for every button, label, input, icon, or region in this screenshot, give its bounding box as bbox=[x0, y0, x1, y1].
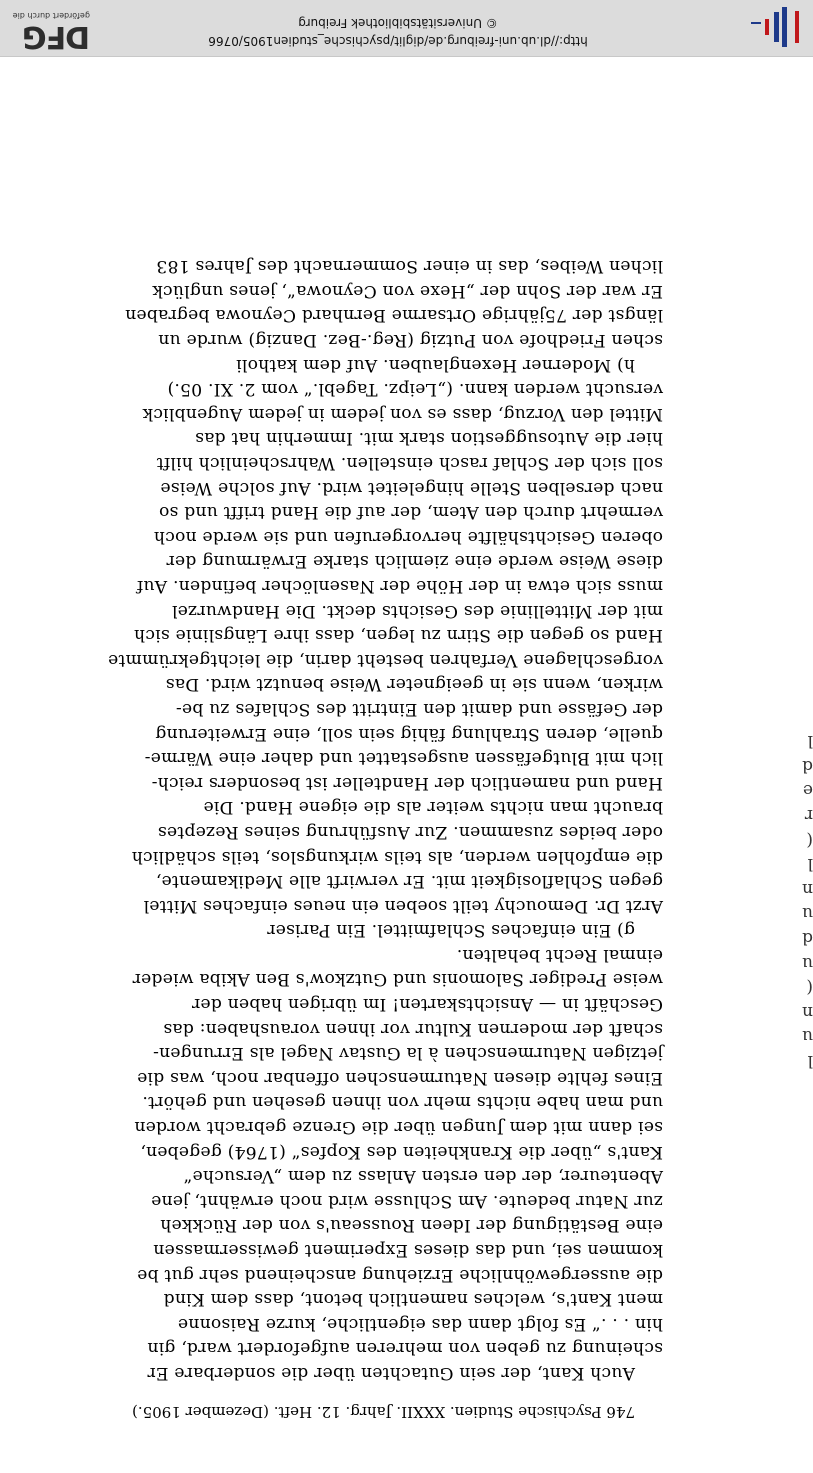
text-line: oder beides zusammen. Zur Ausführung seines Rezeptes bbox=[157, 821, 663, 842]
text-line: eine Bestätigung der Ideen Rousseau's von der Rückkeh bbox=[160, 1215, 663, 1236]
footer-url[interactable]: http://dl.ub.uni-freiburg.de/diglit/psychische_studien1905/0766 bbox=[208, 34, 588, 48]
footer-copyright: © Universitätsbibliothek Freiburg bbox=[298, 16, 498, 30]
text-line: jetzigen Naturmenschen à la Gustav Nagel als Errungen- bbox=[152, 1043, 663, 1064]
text-line: soll sich der Schlaf rasch einstellen. Wahrscheinlich hilft bbox=[156, 453, 663, 474]
text-line: mit der Mittellinie des Gesichts deckt. Die Handwurzel bbox=[171, 600, 663, 621]
text-line: Abenteurer, der den ersten Anlass zu dem „Versuche“ bbox=[183, 1166, 663, 1187]
margin-fragment: ( bbox=[806, 977, 813, 998]
text-line: Eines fehlte diesen Naturmenschen offenbar noch, was die bbox=[136, 1067, 663, 1088]
text-line: scheinung zu geben von mehreren aufgefordert ward, gin bbox=[147, 1338, 663, 1359]
text-line: Mittel den Vorzug, dass es von jedem in jedem Augenblick bbox=[142, 403, 663, 424]
text-line: Hand und namentlich der Handteller ist besonders reich- bbox=[151, 772, 663, 793]
dfg-tagline: gefördert durch die bbox=[12, 11, 90, 20]
adjacent-page-fragment bbox=[799, 729, 813, 1073]
margin-fragment: e bbox=[802, 780, 813, 801]
margin-fragment: u bbox=[802, 903, 813, 924]
margin-fragment: l bbox=[807, 1051, 813, 1071]
text-line: gegen Schlaflosigkeit mit. Er verwirft alle Medikamente, bbox=[155, 871, 663, 892]
text-line: ment Kant's, welches namentlich betont, dass dem Kind bbox=[163, 1289, 663, 1310]
book-page bbox=[0, 254, 663, 1423]
text-line: nach derselben Stelle hingeleitet wird. Auf solche Weise bbox=[160, 477, 663, 498]
text-line: schaft der modernen Kultur vor ihnen voraushaben: das bbox=[163, 1018, 663, 1039]
text-line: quelle, deren Strahlung fähig sein soll, eine Erweiterung bbox=[155, 723, 663, 744]
margin-fragment: u bbox=[802, 1026, 813, 1047]
text-line: g) Ein einfaches Schlafmittel. Ein Pariser bbox=[267, 920, 635, 941]
text-line: die empfohlen werden, als teils wirkungslos, teils schädlich bbox=[131, 846, 663, 867]
text-line: der Gefässe und damit den Eintritt des Schlafes zu be- bbox=[175, 698, 663, 719]
text-line: lich mit Blutgefässen ausgestattet und daher eine Wärme- bbox=[144, 748, 663, 769]
text-line: zur Natur bedeute. Am Schlusse wird noch erwähnt, jene bbox=[151, 1190, 663, 1211]
text-line: schen Friedhofe von Putzig (Reg.-Bez. Danzig) wurde un bbox=[158, 330, 663, 351]
dfg-logo-text: DFG bbox=[22, 19, 90, 54]
text-line: kommen sei, und das dieses Experiment gewissermassen bbox=[153, 1240, 663, 1261]
dfg-logo bbox=[0, 4, 90, 52]
text-line: braucht man nichts weiter als die eigene Hand. Die bbox=[203, 797, 663, 818]
text-line: weise Prediger Salomonis und Gutzkow's Ben Akiba wieder bbox=[132, 969, 663, 990]
text-line: muss sich etwa in der Höhe der Nasenlöcher befinden. Auf bbox=[136, 576, 663, 596]
ub-freiburg-logo-icon bbox=[739, 6, 799, 48]
margin-fragment: u bbox=[802, 952, 813, 973]
text-line: diese Weise werde eine ziemlich starke Erwärmung der bbox=[166, 551, 663, 572]
text-line: und man habe nichts mehr von ihnen gesehen und gehört. bbox=[142, 1092, 663, 1113]
text-line: vermehrt durch den Atem, der auf die Hand trifft und so bbox=[158, 502, 663, 523]
footer-text bbox=[183, 14, 613, 50]
text-line: h) Moderner Hexenglauben. Auf dem katholi bbox=[236, 354, 635, 375]
text-line: Arzt Dr. Demouchy teilt soeben ein neues einfaches Mittel bbox=[143, 895, 663, 916]
margin-fragment: r bbox=[804, 805, 813, 826]
footer-bar bbox=[0, 0, 813, 57]
text-line: Hand so gegen die Stirn zu legen, dass ihre Längslinie sich bbox=[133, 625, 663, 646]
body-text bbox=[0, 254, 663, 1385]
text-line: oberen Gesichtshälfte hervorgerufen und sie werde noch bbox=[153, 526, 663, 547]
text-line: Er war der Sohn der „Hexe von Ceynowa“, jenes unglück bbox=[152, 280, 663, 301]
text-line: die aussergewöhnliche Erziehung anscheinend sehr gut be bbox=[137, 1264, 663, 1285]
text-line: lichen Weibes, das in einer Sommernacht des Jahres 183 bbox=[156, 256, 663, 277]
text-line: hin . . .“ Es folgt dann das eigentliche, kurze Raisonne bbox=[177, 1313, 663, 1334]
running-head: 746 Psychische Studien. XXXII. Jahrg. 12. Heft. (Dezember 1905.) bbox=[132, 1403, 635, 1421]
margin-fragment: l bbox=[807, 854, 813, 875]
text-line: versucht werden kann. („Leipz. Tagebl.“ vom 2. XI. 05.) bbox=[167, 379, 663, 400]
margin-fragment: n bbox=[802, 1001, 813, 1022]
margin-fragment: l bbox=[807, 731, 813, 752]
text-line: Geschäft in — Ansichtskarten! Im übrigen haben der bbox=[191, 994, 663, 1015]
text-line: hier die Autosuggestion stark mit. Immerhin hat das bbox=[195, 428, 663, 449]
text-line: Kant's „über die Krankheiten des Kopfes“ (1764) gegeben, bbox=[140, 1141, 663, 1162]
text-line: längst der 75jährige Ortsarme Bernhard Ceynowa begraben bbox=[125, 305, 663, 326]
margin-fragment: ( bbox=[806, 829, 813, 850]
text-line: einmal Recht behalten. bbox=[456, 944, 663, 965]
text-line: sei dann mit dem Jungen über die Grenze gebracht worden bbox=[134, 1117, 663, 1138]
text-line: Auch Kant, der sein Gutachten über die sonderbare Er bbox=[147, 1363, 635, 1383]
text-line: wirken, wenn sie in geeigneter Weise benutzt wird. Das bbox=[165, 674, 663, 695]
text-line: vorgeschlagene Verfahren besteht darin, die leichtgekrümmte bbox=[107, 649, 663, 670]
margin-fragment: d bbox=[802, 755, 813, 776]
margin-fragment: d bbox=[802, 928, 813, 949]
margin-fragment: n bbox=[802, 878, 813, 899]
